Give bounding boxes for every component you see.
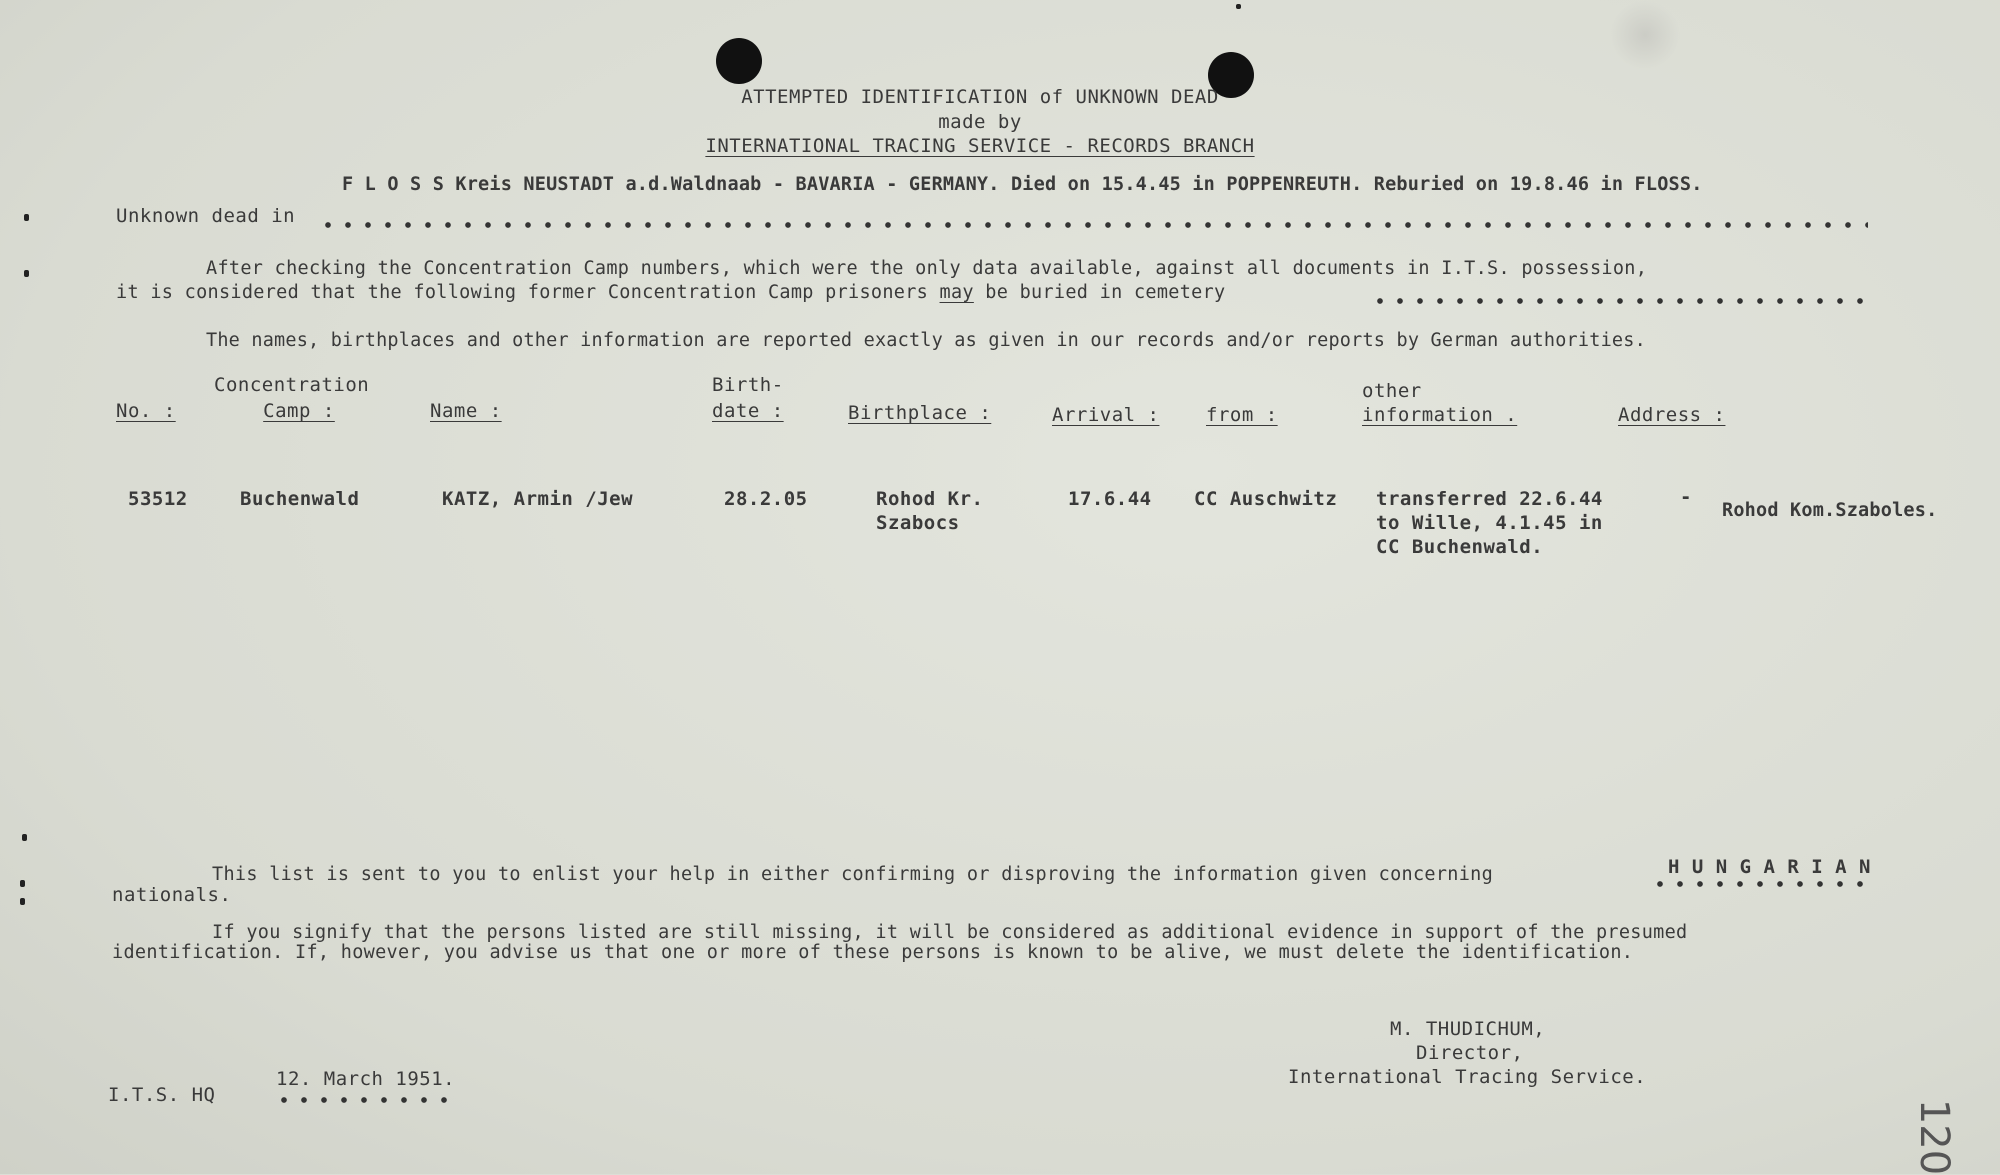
cell-info-3: CC Buchenwald. bbox=[1376, 536, 1544, 558]
cell-from: CC Auschwitz bbox=[1194, 488, 1338, 510]
nationality-label: H U N G A R I A N bbox=[1668, 856, 1871, 878]
margin-mark bbox=[22, 834, 27, 841]
closing-p2-line2: identification. If, however, you advise us that one or more of these persons is known to be alive, we must delete the identification. bbox=[112, 942, 1634, 963]
closing-p1-line2: nationals. bbox=[112, 884, 232, 906]
smudge-mark bbox=[1610, 0, 1680, 70]
header-other-bottom: information . bbox=[1362, 404, 1518, 426]
margin-mark bbox=[24, 270, 29, 277]
intro-line-1: After checking the Concentration Camp numbers, which were the only data available, against all documents in I.T.S. possession, bbox=[206, 258, 1648, 279]
signature-org: International Tracing Service. bbox=[1288, 1066, 1647, 1088]
footer-date: 12. March 1951. bbox=[276, 1068, 456, 1090]
cell-info-1: transferred 22.6.44 bbox=[1376, 488, 1603, 510]
cell-birthdate: 28.2.05 bbox=[724, 488, 808, 510]
cell-dash: - bbox=[1680, 486, 1692, 508]
cell-info-2: to Wille, 4.1.45 in bbox=[1376, 512, 1603, 534]
header-from: from : bbox=[1206, 404, 1278, 426]
branch-line: INTERNATIONAL TRACING SERVICE - RECORDS BRANCH bbox=[705, 135, 1255, 157]
cell-birthplace-1: Rohod Kr. bbox=[876, 488, 984, 510]
intro-line-2: it is considered that the following former Concentration Camp prisoners may be buried in cemetery bbox=[116, 282, 1226, 303]
dotted-leader bbox=[318, 221, 1868, 229]
location-line: F L O S S Kreis NEUSTADT a.d.Waldnaab - BAVARIA - GERMANY. Died on 15.4.45 in POPPENREUTH. Reburied on 19.8.46 in FLOSS. bbox=[342, 174, 1703, 195]
punch-hole-left bbox=[716, 38, 762, 84]
signature-title: Director, bbox=[1416, 1042, 1524, 1064]
header-camp-top: Concentration bbox=[214, 374, 370, 396]
document-title: ATTEMPTED IDENTIFICATION of UNKNOWN DEAD bbox=[741, 86, 1219, 108]
margin-mark bbox=[20, 898, 25, 905]
header-birth-top: Birth- bbox=[712, 374, 784, 396]
cell-arrival: 17.6.44 bbox=[1068, 488, 1152, 510]
footer-origin: I.T.S. HQ bbox=[108, 1084, 216, 1106]
intro-line-3: The names, birthplaces and other information are reported exactly as given in our records and/or reports by German authorities. bbox=[206, 330, 1646, 351]
header-no: No. : bbox=[116, 400, 176, 422]
cell-address: Rohod Kom.Szaboles. bbox=[1722, 500, 1938, 521]
dotted-leader bbox=[1370, 297, 1870, 305]
header-birthplace: Birthplace : bbox=[848, 402, 992, 424]
header-name: Name : bbox=[430, 400, 502, 422]
header-other-top: other bbox=[1362, 380, 1422, 402]
header-camp-bottom: Camp : bbox=[263, 400, 335, 422]
header-arrival: Arrival : bbox=[1052, 404, 1160, 426]
cell-name: KATZ, Armin /Jew bbox=[442, 488, 634, 510]
dotted-leader bbox=[1650, 880, 1870, 888]
made-by-line: made by bbox=[938, 111, 1022, 133]
cell-camp: Buchenwald bbox=[240, 488, 360, 510]
cell-no: 53512 bbox=[128, 488, 188, 510]
unknown-dead-label: Unknown dead in bbox=[116, 205, 296, 227]
page-number-stamp: 120 bbox=[1910, 1098, 1957, 1175]
closing-p2-line1: If you signify that the persons listed are still missing, it will be considered as additional evidence in support of the presumed bbox=[212, 922, 1688, 943]
margin-mark bbox=[20, 880, 25, 887]
closing-p1-line1: This list is sent to you to enlist your help in either confirming or disproving the information given concerning bbox=[212, 864, 1494, 885]
cell-birthplace-2: Szabocs bbox=[876, 512, 960, 534]
dotted-leader bbox=[274, 1096, 454, 1104]
margin-mark bbox=[1236, 4, 1241, 9]
signature-name: M. THUDICHUM, bbox=[1390, 1018, 1546, 1040]
header-birth-bottom: date : bbox=[712, 400, 784, 422]
header-address: Address : bbox=[1618, 404, 1726, 426]
margin-mark bbox=[24, 214, 29, 221]
